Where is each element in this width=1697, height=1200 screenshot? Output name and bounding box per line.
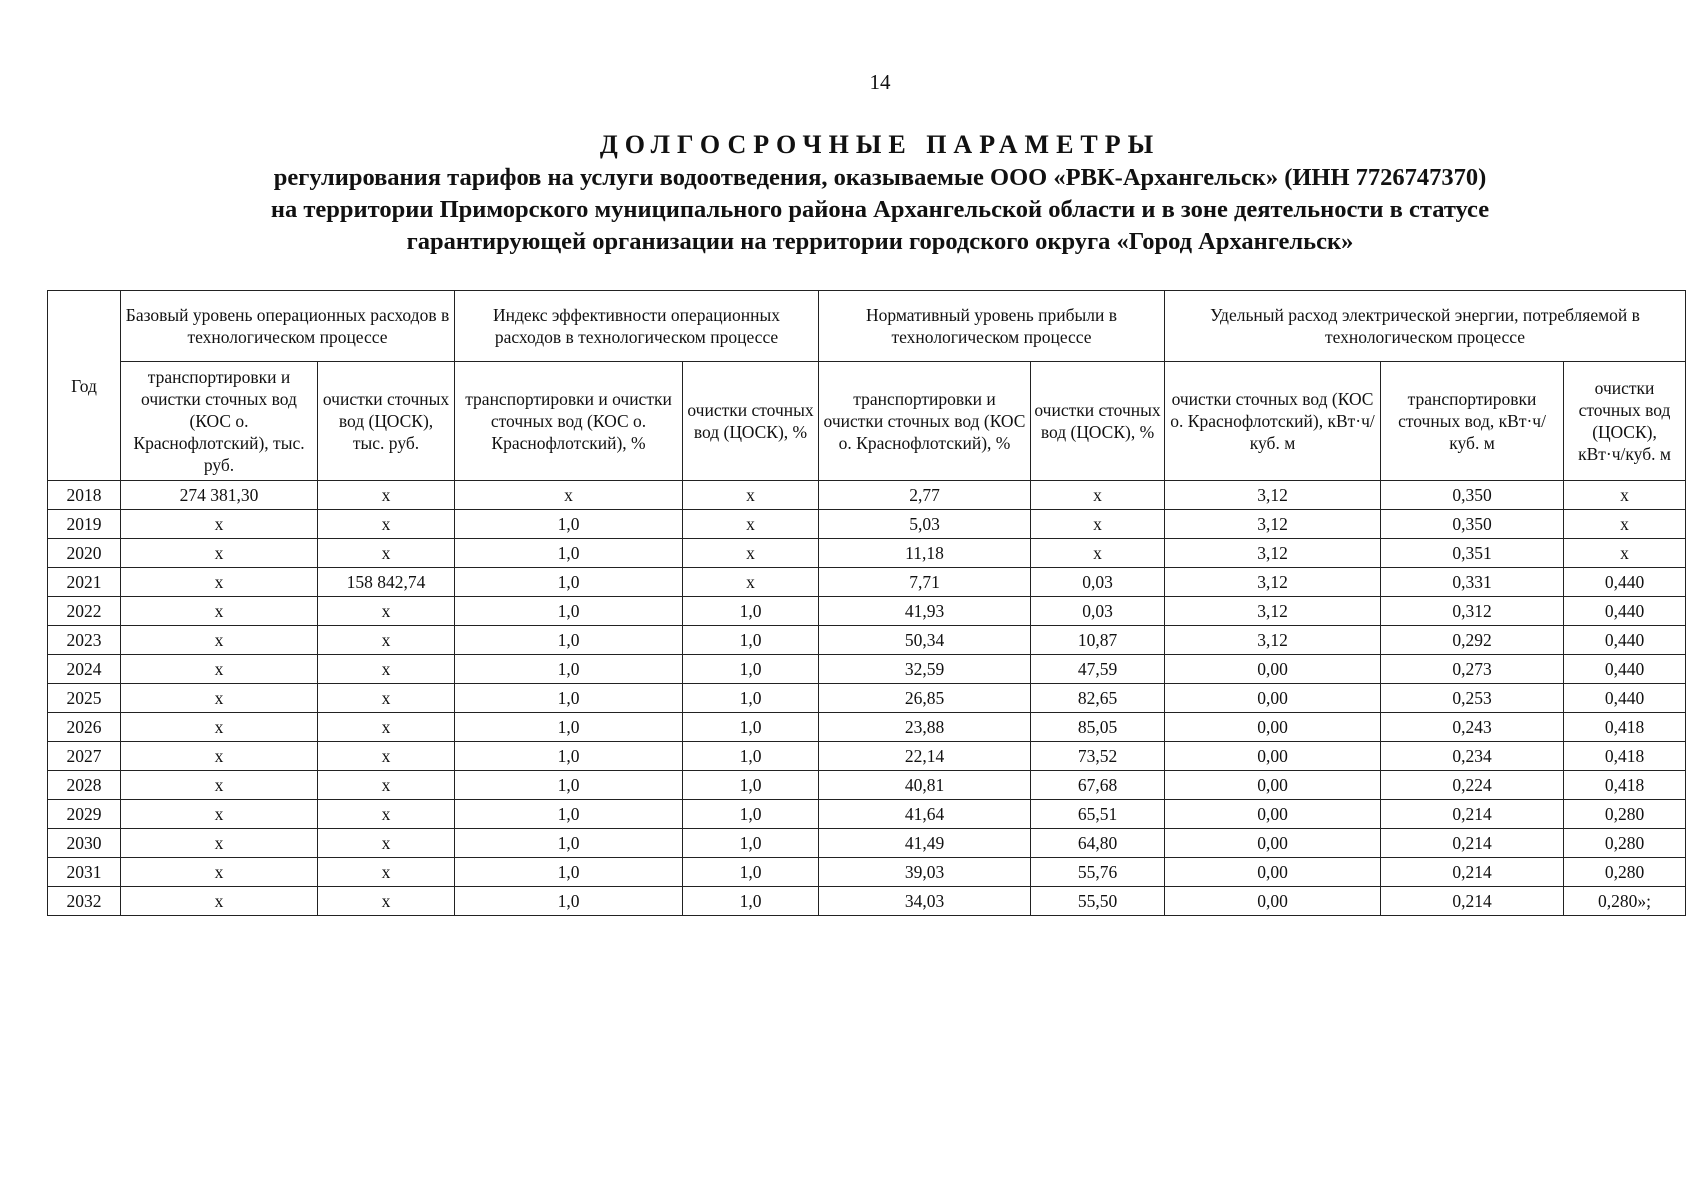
value-cell: 2,77 [819, 481, 1031, 510]
year-cell: 2025 [48, 684, 121, 713]
value-cell: 40,81 [819, 771, 1031, 800]
table-row [48, 858, 1686, 887]
value-cell: x [121, 829, 318, 858]
value-cell: x [318, 887, 455, 916]
value-cell: 1,0 [683, 626, 819, 655]
value-cell: 1,0 [683, 742, 819, 771]
table-row [48, 800, 1686, 829]
value-cell: x [121, 713, 318, 742]
sub-header-row [48, 362, 1686, 481]
value-cell: 0,00 [1165, 800, 1381, 829]
value-cell: 1,0 [455, 713, 683, 742]
group-header-profit-level: Нормативный уровень прибыли в технологическом процессе [819, 291, 1165, 362]
table-row [48, 742, 1686, 771]
value-cell: x [1564, 539, 1686, 568]
value-cell: x [318, 858, 455, 887]
year-cell: 2030 [48, 829, 121, 858]
value-cell: 55,50 [1031, 887, 1165, 916]
value-cell: 5,03 [819, 510, 1031, 539]
value-cell: 0,253 [1381, 684, 1564, 713]
value-cell: 1,0 [683, 771, 819, 800]
value-cell: 0,351 [1381, 539, 1564, 568]
value-cell: 3,12 [1165, 539, 1381, 568]
value-cell: x [455, 481, 683, 510]
value-cell: 34,03 [819, 887, 1031, 916]
value-cell: 39,03 [819, 858, 1031, 887]
value-cell: 65,51 [1031, 800, 1165, 829]
value-cell: 22,14 [819, 742, 1031, 771]
value-cell: x [318, 742, 455, 771]
year-cell: 2023 [48, 626, 121, 655]
subheader-col-5: транспортировки и очистки сточных вод (КОС о. Краснофлотский), % [819, 362, 1031, 481]
value-cell: x [121, 510, 318, 539]
value-cell: 0,418 [1564, 771, 1686, 800]
value-cell: x [121, 887, 318, 916]
value-cell: 0,00 [1165, 742, 1381, 771]
year-cell: 2029 [48, 800, 121, 829]
year-cell: 2019 [48, 510, 121, 539]
value-cell: 0,214 [1381, 829, 1564, 858]
value-cell: 1,0 [455, 539, 683, 568]
table-row [48, 887, 1686, 916]
document-title [90, 128, 1670, 258]
year-cell: 2031 [48, 858, 121, 887]
value-cell: x [1031, 510, 1165, 539]
value-cell: 0,440 [1564, 626, 1686, 655]
value-cell: 0,00 [1165, 829, 1381, 858]
value-cell: x [121, 655, 318, 684]
value-cell: 73,52 [1031, 742, 1165, 771]
subheader-col-8: транспортировки сточных вод, кВт·ч/куб. м [1381, 362, 1564, 481]
year-cell: 2021 [48, 568, 121, 597]
group-header-base-opex: Базовый уровень операционных расходов в технологическом процессе [121, 291, 455, 362]
table-body [48, 481, 1686, 916]
value-cell: 11,18 [819, 539, 1031, 568]
value-cell: x [318, 655, 455, 684]
value-cell: 0,214 [1381, 800, 1564, 829]
table-row [48, 510, 1686, 539]
value-cell: x [683, 539, 819, 568]
value-cell: 41,49 [819, 829, 1031, 858]
value-cell: x [318, 597, 455, 626]
value-cell: 1,0 [683, 597, 819, 626]
value-cell: x [683, 510, 819, 539]
value-cell: 0,280 [1564, 858, 1686, 887]
value-cell: x [318, 800, 455, 829]
value-cell: 0,243 [1381, 713, 1564, 742]
value-cell: 0,00 [1165, 713, 1381, 742]
value-cell: 0,312 [1381, 597, 1564, 626]
group-header-efficiency-index: Индекс эффективности операционных расходов в технологическом процессе [455, 291, 819, 362]
value-cell: 1,0 [683, 655, 819, 684]
value-cell: 0,03 [1031, 597, 1165, 626]
table-row [48, 597, 1686, 626]
value-cell: 1,0 [683, 713, 819, 742]
table-row [48, 829, 1686, 858]
value-cell: x [318, 626, 455, 655]
value-cell: 1,0 [683, 800, 819, 829]
value-cell: 47,59 [1031, 655, 1165, 684]
value-cell: 41,93 [819, 597, 1031, 626]
value-cell: 0,440 [1564, 655, 1686, 684]
value-cell: 1,0 [455, 742, 683, 771]
value-cell: 10,87 [1031, 626, 1165, 655]
value-cell: 3,12 [1165, 481, 1381, 510]
value-cell: 55,76 [1031, 858, 1165, 887]
subheader-col-9: очистки сточных вод (ЦОСК), кВт·ч/куб. м [1564, 362, 1686, 481]
table-row [48, 655, 1686, 684]
value-cell: 0,214 [1381, 887, 1564, 916]
value-cell: 0,440 [1564, 568, 1686, 597]
value-cell: 1,0 [455, 771, 683, 800]
group-header-row [48, 291, 1686, 362]
page-number: 14 [869, 70, 891, 94]
value-cell: 3,12 [1165, 597, 1381, 626]
table-row [48, 481, 1686, 510]
value-cell: 85,05 [1031, 713, 1165, 742]
value-cell: 0,418 [1564, 713, 1686, 742]
value-cell: x [121, 800, 318, 829]
subheader-col-1: транспортировки и очистки сточных вод (КОС о. Краснофлотский), тыс. руб. [121, 362, 318, 481]
value-cell: x [121, 568, 318, 597]
value-cell: 1,0 [455, 684, 683, 713]
value-cell: x [121, 771, 318, 800]
value-cell: 274 381,30 [121, 481, 318, 510]
value-cell: x [1564, 481, 1686, 510]
value-cell: 1,0 [455, 510, 683, 539]
year-cell: 2028 [48, 771, 121, 800]
value-cell: 1,0 [455, 568, 683, 597]
value-cell: 1,0 [455, 626, 683, 655]
value-cell: x [683, 568, 819, 597]
table-row [48, 568, 1686, 597]
value-cell: 1,0 [455, 887, 683, 916]
year-cell: 2027 [48, 742, 121, 771]
value-cell: 1,0 [455, 800, 683, 829]
value-cell: 0,418 [1564, 742, 1686, 771]
title-line-3: гарантирующей организации на территории городского округа «Город Архангельск» [406, 228, 1354, 255]
value-cell: 0,350 [1381, 510, 1564, 539]
value-cell: 1,0 [455, 858, 683, 887]
value-cell: 1,0 [455, 655, 683, 684]
value-cell: 1,0 [683, 858, 819, 887]
value-cell: 1,0 [683, 887, 819, 916]
value-cell: 0,331 [1381, 568, 1564, 597]
value-cell: 0,440 [1564, 597, 1686, 626]
title-main: ДОЛГОСРОЧНЫЕ ПАРАМЕТРЫ [599, 130, 1161, 159]
value-cell: 7,71 [819, 568, 1031, 597]
value-cell: 158 842,74 [318, 568, 455, 597]
value-cell: x [121, 597, 318, 626]
subheader-col-7: очистки сточных вод (КОС о. Краснофлотский), кВт·ч/куб. м [1165, 362, 1381, 481]
value-cell: 1,0 [683, 829, 819, 858]
year-cell: 2032 [48, 887, 121, 916]
value-cell: x [318, 829, 455, 858]
value-cell: 32,59 [819, 655, 1031, 684]
value-cell: 0,440 [1564, 684, 1686, 713]
value-cell: 0,00 [1165, 771, 1381, 800]
value-cell: 82,65 [1031, 684, 1165, 713]
title-line-1: регулирования тарифов на услуги водоотведения, оказываемые ООО «РВК-Архангельск» (ИНН 7726747370) [273, 164, 1487, 191]
value-cell: x [1031, 481, 1165, 510]
value-cell: 0,214 [1381, 858, 1564, 887]
value-cell: x [121, 626, 318, 655]
table-row [48, 771, 1686, 800]
value-cell: 0,292 [1381, 626, 1564, 655]
value-cell: x [318, 510, 455, 539]
subheader-col-3: транспортировки и очистки сточных вод (КОС о. Краснофлотский), % [455, 362, 683, 481]
value-cell: 0,280 [1564, 829, 1686, 858]
value-cell: x [318, 539, 455, 568]
group-header-energy-consumption: Удельный расход электрической энергии, потребляемой в технологическом процессе [1165, 291, 1686, 362]
value-cell: x [318, 481, 455, 510]
value-cell: x [1564, 510, 1686, 539]
value-cell: x [121, 539, 318, 568]
table-row [48, 539, 1686, 568]
value-cell: x [683, 481, 819, 510]
value-cell: x [121, 742, 318, 771]
value-cell: 3,12 [1165, 510, 1381, 539]
value-cell: x [318, 713, 455, 742]
value-cell: 0,224 [1381, 771, 1564, 800]
value-cell: 0,00 [1165, 655, 1381, 684]
year-header: Год [48, 291, 121, 481]
value-cell: 0,00 [1165, 887, 1381, 916]
subheader-col-4: очистки сточных вод (ЦОСК), % [683, 362, 819, 481]
value-cell: 23,88 [819, 713, 1031, 742]
value-cell: x [1031, 539, 1165, 568]
value-cell: 0,234 [1381, 742, 1564, 771]
value-cell: 3,12 [1165, 568, 1381, 597]
value-cell: 3,12 [1165, 626, 1381, 655]
subheader-col-6: очистки сточных вод (ЦОСК), % [1031, 362, 1165, 481]
table-row [48, 684, 1686, 713]
title-line-2: на территории Приморского муниципального района Архангельской области и в зоне деятельности в статусе [270, 196, 1490, 223]
value-cell: 50,34 [819, 626, 1031, 655]
value-cell: 0,350 [1381, 481, 1564, 510]
value-cell: 0,280»; [1564, 887, 1686, 916]
value-cell: 1,0 [683, 684, 819, 713]
value-cell: x [318, 771, 455, 800]
value-cell: 0,273 [1381, 655, 1564, 684]
value-cell: 0,03 [1031, 568, 1165, 597]
value-cell: 64,80 [1031, 829, 1165, 858]
value-cell: 0,00 [1165, 684, 1381, 713]
table-row [48, 626, 1686, 655]
value-cell: 1,0 [455, 829, 683, 858]
value-cell: 1,0 [455, 597, 683, 626]
year-cell: 2018 [48, 481, 121, 510]
parameters-table [47, 290, 1686, 916]
value-cell: x [121, 684, 318, 713]
year-cell: 2020 [48, 539, 121, 568]
year-cell: 2026 [48, 713, 121, 742]
year-cell: 2024 [48, 655, 121, 684]
value-cell: 26,85 [819, 684, 1031, 713]
value-cell: x [318, 684, 455, 713]
year-cell: 2022 [48, 597, 121, 626]
value-cell: 0,280 [1564, 800, 1686, 829]
value-cell: 67,68 [1031, 771, 1165, 800]
value-cell: x [121, 858, 318, 887]
value-cell: 0,00 [1165, 858, 1381, 887]
subheader-col-2: очистки сточных вод (ЦОСК), тыс. руб. [318, 362, 455, 481]
table-row [48, 713, 1686, 742]
value-cell: 41,64 [819, 800, 1031, 829]
